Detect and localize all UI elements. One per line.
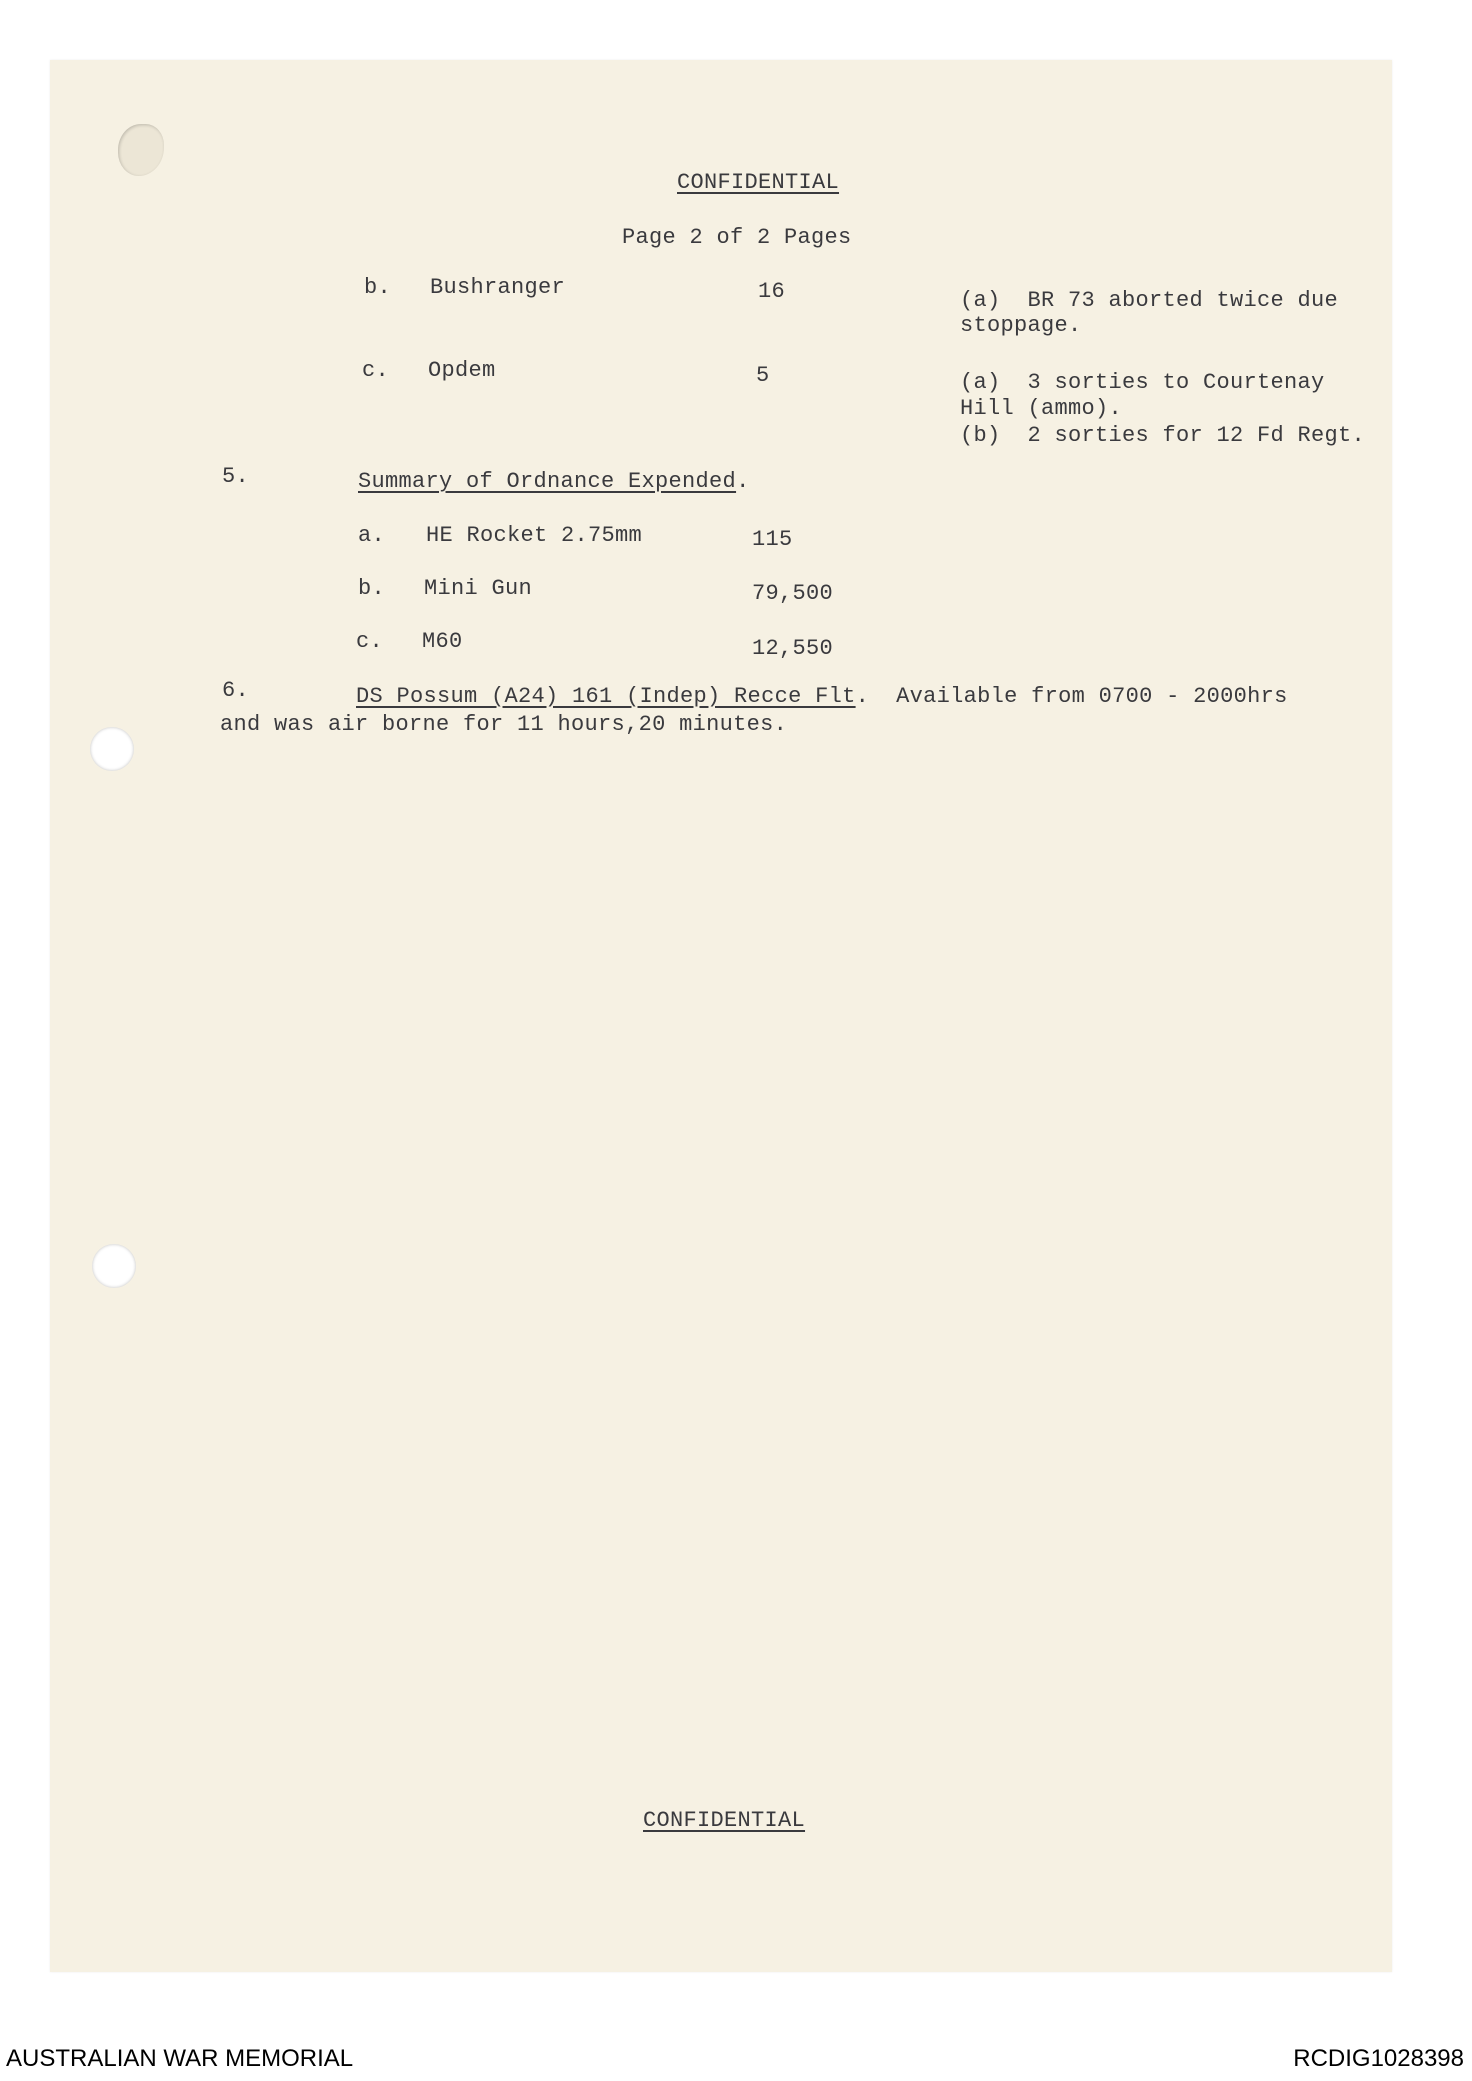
item-b-name: Bushranger [430, 275, 566, 300]
row-b-name: Mini Gun [424, 576, 533, 601]
header-classification: CONFIDENTIAL [677, 170, 840, 195]
row-c-value: 12,550 [752, 636, 834, 661]
item-c-note-line1: (a) 3 sorties to Courtenay [960, 370, 1325, 395]
page-label: Page 2 of 2 Pages [622, 225, 852, 250]
section6-line1 [356, 684, 1288, 710]
row-a-letter: a. [358, 523, 386, 548]
row-a-name: HE Rocket 2.75mm [426, 523, 643, 548]
item-b-count: 16 [758, 279, 786, 304]
row-c-name: M60 [422, 629, 463, 654]
section5-heading-text: Summary of Ordnance Expended [358, 469, 737, 494]
section5-number: 5. [222, 464, 250, 489]
row-b-value: 79,500 [752, 581, 834, 606]
row-b-letter: b. [358, 576, 386, 601]
archive-footer-right: RCDIG1028398 [1293, 2045, 1464, 2072]
item-b-note-line1: (a) BR 73 aborted twice due [960, 288, 1339, 313]
archive-footer-left: AUSTRALIAN WAR MEMORIAL [6, 2045, 354, 2072]
section5-heading [358, 469, 750, 495]
item-c-note-line2: Hill (ammo). [960, 396, 1123, 421]
document-sheet [50, 60, 1392, 1972]
section6-heading-tail: . Available from 0700 - 2000hrs [855, 684, 1288, 709]
item-b-note-line2: stoppage. [960, 313, 1082, 338]
section6-heading-text: DS Possum (A24) 161 (Indep) Recce Flt [356, 684, 856, 709]
section6-number: 6. [222, 678, 250, 703]
item-c-count: 5 [756, 363, 770, 388]
section5-heading-tail: . [736, 469, 750, 494]
punch-hole-upper [90, 727, 134, 771]
item-c-note-line3: (b) 2 sorties for 12 Fd Regt. [960, 423, 1366, 448]
item-c-name: Opdem [428, 358, 496, 383]
section6-line2: and was air borne for 11 hours,20 minutes. [220, 712, 788, 737]
row-a-value: 115 [752, 527, 793, 552]
item-c-letter: c. [362, 358, 390, 383]
row-c-letter: c. [356, 629, 384, 654]
footer-classification: CONFIDENTIAL [643, 1808, 806, 1833]
item-b-letter: b. [364, 275, 392, 300]
punch-hole-lower [92, 1244, 136, 1288]
